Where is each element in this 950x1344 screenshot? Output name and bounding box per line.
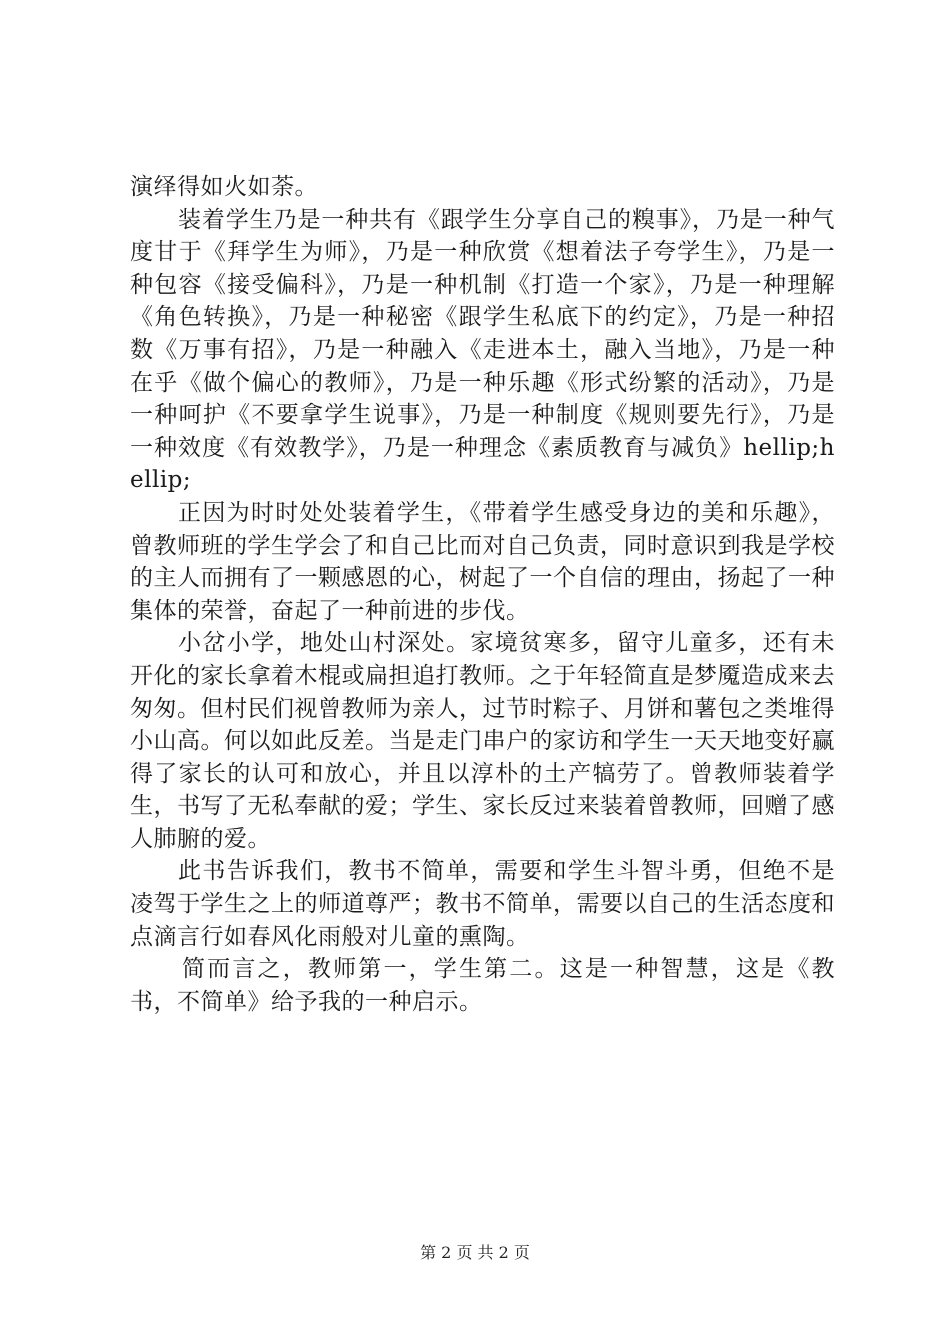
paragraph-caring-for-students: 装着学生乃是一种共有《跟学生分享自己的糗事》，乃是一种气度甘于《拜学生为师》，乃是一种欣赏《想着法子夸学生》，乃是一种包容《接受偏科》，乃是一种机制《打造一个家》，乃是一种理解《角色转换》，乃是一种秘密《跟学生私底下的约定》，乃是一种招数《万事有招》，乃是一种融入《走进本土，融入当地》，乃是一种在乎《做个偏心的教师》，乃是一种乐趣《形式纷繁的活动》，乃是一种呵护《不要拿学生说事》，乃是一种制度《规则要先行》，乃是一种效度《有效教学》，乃是一种理念《素质教育与减负》hellip;hellip;	[130, 206, 835, 494]
paragraph-book-lesson: 此书告诉我们，教书不简单，需要和学生斗智斗勇，但绝不是凌驾于学生之上的师道尊严；教书不简单，需要以自己的生活态度和点滴言行如春风化雨般对儿童的熏陶。	[130, 858, 835, 950]
paragraph-village-school: 小岔小学，地处山村深处。家境贫寒多，留守儿童多，还有未开化的家长拿着木棍或扁担追打教师。之于年轻简直是梦魇造成来去匆匆。但村民们视曾教师为亲人，过节时粽子、月饼和薯包之类堆得小山高。何以如此反差。当是走门串户的家访和学生一天天地变好赢得了家长的认可和放心，并且以淳朴的土产犒劳了。曾教师装着学生，书写了无私奉献的爱；学生、家长反过来装着曾教师，回赠了感人肺腑的爱。	[130, 630, 835, 852]
document-body	[130, 171, 835, 1018]
paragraph-continuation: 演绎得如火如荼。	[130, 174, 318, 200]
page-number-footer: 第 2 页 共 2 页	[420, 1243, 530, 1262]
paragraph-conclusion: 简而言之，教师第一，学生第二。这是一种智慧，这是《教书，不简单》给予我的一种启示。	[130, 956, 835, 1015]
paragraph-because-of-students: 正因为时时处处装着学生，《带着学生感受身边的美和乐趣》，曾教师班的学生学会了和自己比而对自己负责，同时意识到我是学校的主人而拥有了一颗感恩的心，树起了一个自信的理由，扬起了一种集体的荣誉，奋起了一种前进的步伐。	[130, 499, 835, 624]
